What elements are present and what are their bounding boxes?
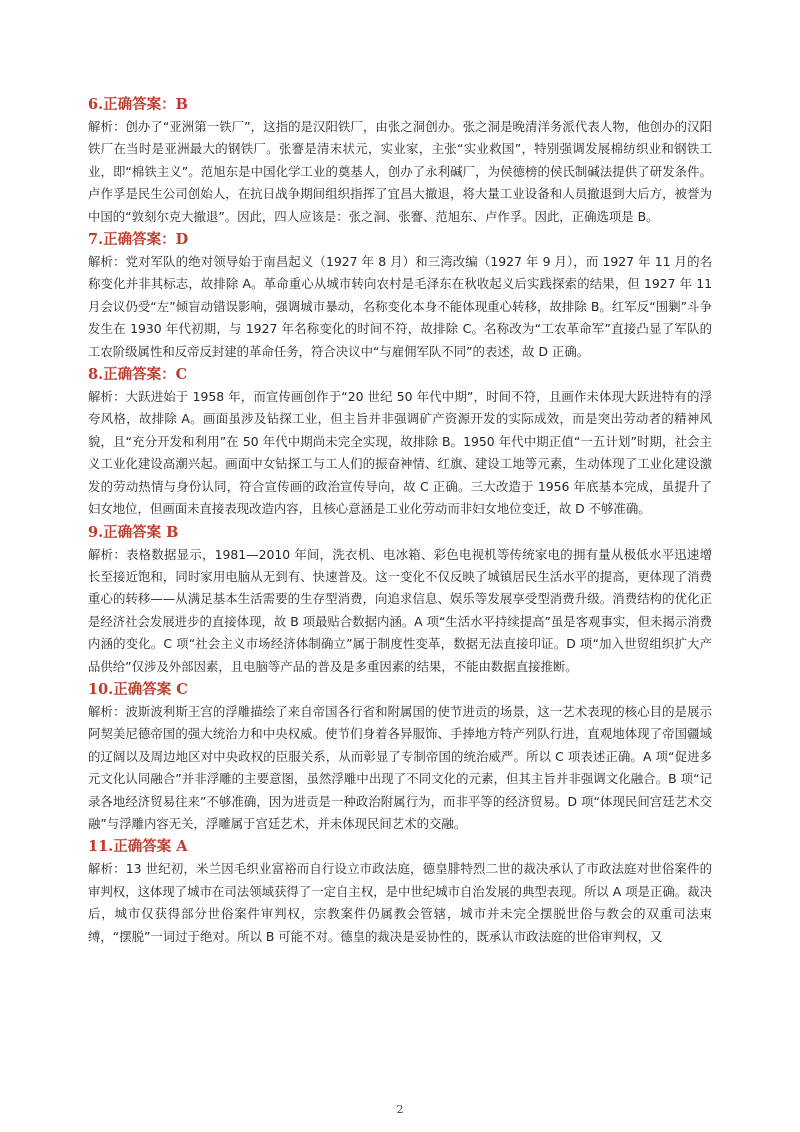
answer-heading: 10.正确答案 C — [88, 680, 188, 698]
question-11 — [88, 836, 712, 948]
answer-explanation: 解析：表格数据显示，1981—2010 年间，洗衣机、电冰箱、彩色电视机等传统家电的拥有量从极低水平迅速增长至接近饱和，同时家用电脑从无到有、快速普及。这一变化不仅反映了城镇居民生活水平的提高，更体现了消费重心的转移——从满足基本生活需要的生存型消费，向追求信息、娱乐等发展享受型消费升级。消费结构的优化正是经济社会发展进步的直接体现，故 B 项最贴合数据内涵。A 项“生活水平持续提高”虽是客观事实，但未揭示消费内涵的变化。C 项“社会主义市场经济体制确立”属于制度性变革，数据无法直接印证。D 项“加入世贸组织扩大产品供给”仅涉及外部因素，且电脑等产品的普及是多重因素的结果，不能由数据直接推断。 — [88, 546, 712, 674]
answer-explanation: 解析：创办了“亚洲第一铁厂”，这指的是汉阳铁厂，由张之洞创办。张之洞是晚清洋务派代表人物，他创办的汉阳铁厂在当时是亚洲最大的钢铁厂。张謇是清末状元，实业家，主张“实业救国”，特别强调发展棉纺织业和钢铁工业，即“棉铁主义”。范旭东是中国化学工业的奠基人，创办了永利碱厂，为侯德榜的侯氏制碱法提供了研发条件。卢作孚是民生公司创始人，在抗日战争期间组织指挥了宜昌大撤退，将大量工业设备和人员撤退到大后方，被誉为中国的“敦刻尔克大撤退”。因此，四人应该是：张之洞、张謇、范旭东、卢作孚。因此，正确选项是 B。 — [88, 119, 712, 224]
answer-explanation: 解析：大跃进始于 1958 年，而宣传画创作于“20 世纪 50 年代中期”，时间不符，且画作未体现大跃进特有的浮夸风格，故排除 A。画面虽涉及钻探工业，但主旨并非强调矿产资源开发的实际成效，而是突出劳动者的精神风貌，且“充分开发和利用”在 50 年代中期尚未完全实现，故排除 B。1950 年代中期正值“一五计划”时期，社会主义工业化建设高潮兴起。画面中女钻探工与工人们的振奋神情、红旗、建设工地等元素，生动体现了工业化建设激发的劳动热情与身份认同，符合宣传画的政治宣传导向，故 C 正确。三大改造于 1956 年底基本完成，虽提升了妇女地位，但画面未直接表现改造内容，且核心意涵是工业化劳动而非妇女地位变迁，故 D 不够准确。 — [88, 389, 712, 517]
answer-heading: 9.正确答案 B — [88, 523, 179, 541]
answer-explanations — [88, 94, 712, 949]
question-10 — [88, 679, 712, 835]
page-number: 2 — [396, 1103, 404, 1116]
answer-explanation: 解析：波斯波利斯王宫的浮雕描绘了来自帝国各行省和附属国的使节进贡的场景，这一艺术表现的核心目的是展示阿契美尼德帝国的强大统治力和中央权威。使节们身着各异服饰、手捧地方特产列队行进，直观地体现了帝国疆域的辽阔以及周边地区对中央政权的臣服关系，从而彰显了专制帝国的统治威严。所以 C 项表述正确。A 项“促进多元文化认同融合”并非浮雕的主要意图，虽然浮雕中出现了不同文化的元素，但其主旨并非强调文化融合。B 项“记录各地经济贸易往来”不够准确，因为进贡是一种政治附属行为，而非平等的经济贸易。D 项“体现民间宫廷艺术交融”与浮雕内容无关，浮雕属于宫廷艺术，并未体现民间艺术的交融。 — [88, 703, 712, 831]
answer-heading: 7.正确答案：D — [88, 231, 189, 249]
answer-heading: 6.正确答案：B — [88, 96, 188, 113]
answer-heading: 8.正确答案：C — [88, 366, 188, 384]
answer-heading: 11.正确答案 A — [88, 838, 188, 856]
question-7 — [88, 229, 712, 363]
question-8 — [88, 364, 712, 520]
question-6 — [88, 94, 712, 228]
answer-explanation: 解析：13 世纪初，米兰因毛织业富裕而自行设立市政法庭，德皇腓特烈二世的裁决承认了市政法庭对世俗案件的审判权，这体现了城市在司法领域获得了一定自主权，是中世纪城市自治发展的典型表现。所以 A 项是正确。裁决后，城市仅获得部分世俗案件审判权，宗教案件仍属教会管辖，城市并未完全摆脱世俗与教会的双重司法束缚，“摆脱”一词过于绝对。所以 B 可能不对。德皇的裁决是妥协性的，既承认市政法庭的世俗审判权，又 — [88, 861, 712, 944]
answer-explanation: 解析：党对军队的绝对领导始于南昌起义（1927 年 8 月）和三湾改编（1927 年 9 月），而 1927 年 11 月的名称变化并非其标志，故排除 A。革命重心从城市转向农村是毛泽东在秋收起义后实践探索的结果，但 1927 年 11 月会议仍受“左”倾盲动错误影响，强调城市暴动，名称变化本身不能体现重心转移，故排除 B。红军反“围剿”斗争发生在 1930 年代初期，与 1927 年名称变化的时间不符，故排除 C。名称改为“工农革命军”直接凸显了军队的工农阶级属性和反帝反封建的革命任务，符合决议中“与雇佣军队不同”的表述，故 D 正确。 — [88, 254, 712, 359]
question-9 — [88, 522, 712, 678]
